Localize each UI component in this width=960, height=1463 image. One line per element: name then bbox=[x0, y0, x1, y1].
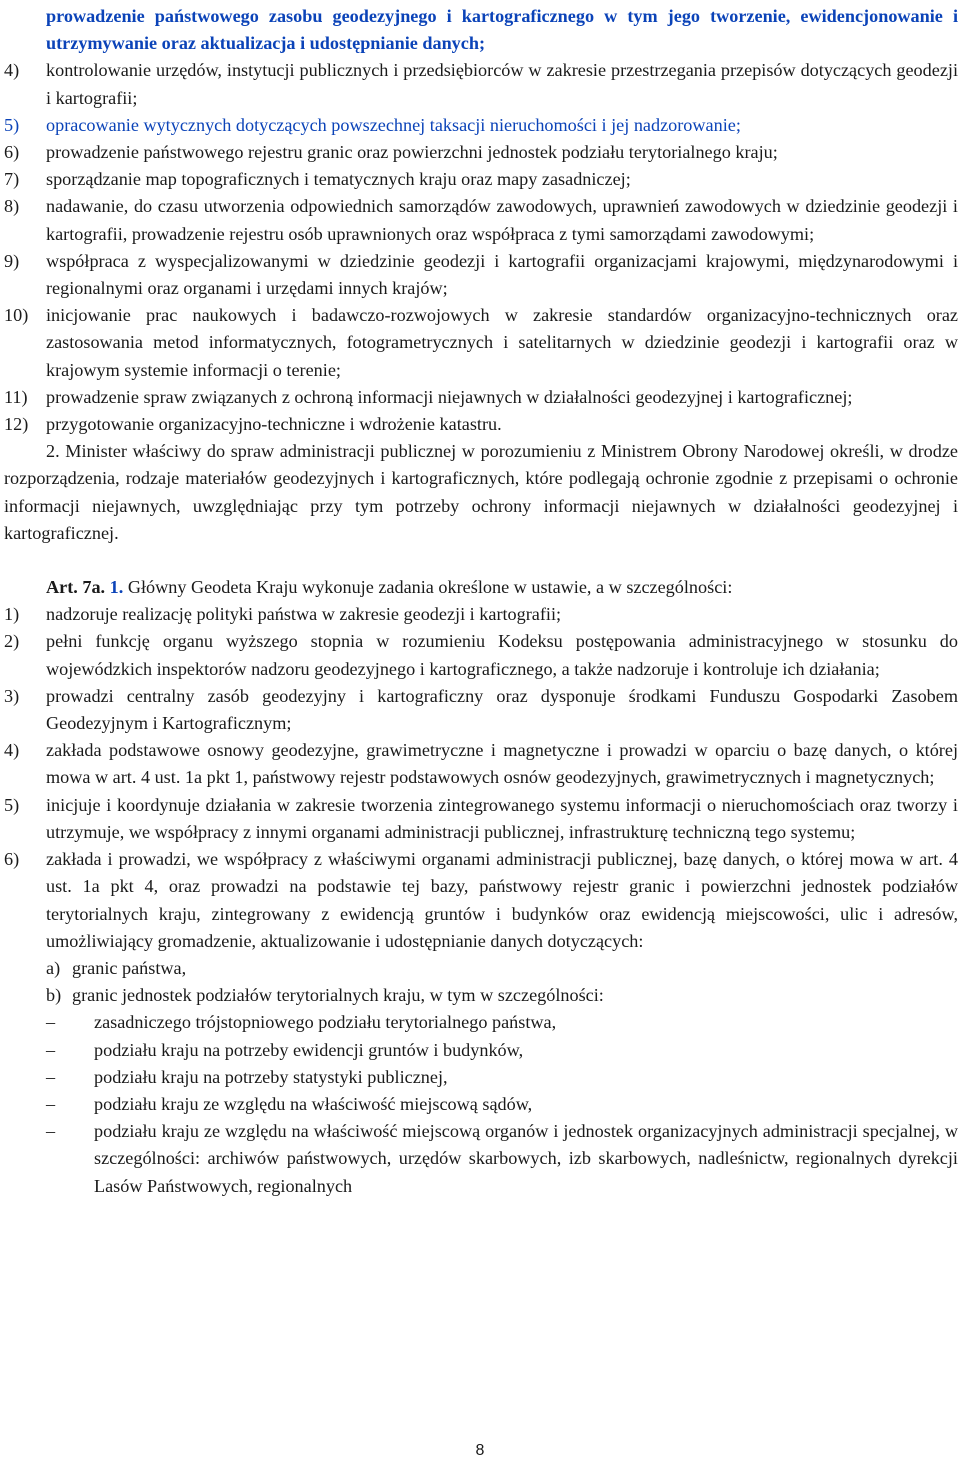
list-item bbox=[4, 193, 958, 247]
item-text: zakłada podstawowe osnowy geodezyjne, grawimetryczne i magnetyczne i prowadzi w oparciu o bazę danych, o której mowa w art. 4 ust. 1a pkt 1, państwowy rejestr podstawowych osnów geodezyjnych, grawimetrycznych i magnetycznych; bbox=[46, 740, 958, 788]
article-label: Art. 7a. bbox=[46, 577, 106, 598]
item-text: opracowanie wytycznych dotyczących powszechnej taksacji nieruchomości i jej nadzorowanie; bbox=[46, 114, 741, 135]
item-number: 5) bbox=[4, 794, 20, 815]
item-text: nadzoruje realizację polityki państwa w zakresie geodezji i kartografii; bbox=[46, 604, 562, 625]
dash-item bbox=[4, 1091, 958, 1118]
list-section-2 bbox=[4, 601, 958, 955]
document-body bbox=[4, 3, 958, 1200]
dash-item-text: podziału kraju na potrzeby ewidencji gruntów i budynków, bbox=[94, 1039, 524, 1060]
item-number: 7) bbox=[4, 169, 20, 190]
sub-item-text: granic państwa, bbox=[72, 957, 187, 978]
dash-item-text: podziału kraju ze względu na właściwość miejscową sądów, bbox=[94, 1093, 533, 1114]
list-item bbox=[4, 737, 958, 791]
top-blue-paragraph: prowadzenie państwowego zasobu geodezyjnego i kartograficznego w tym jego tworzenie, ewidencjonowanie i utrzymywanie oraz aktualizacja i udostępnianie danych; bbox=[46, 6, 958, 54]
dash-item bbox=[4, 1118, 958, 1200]
paragraph-2: 2. Minister właściwy do spraw administracji publicznej w porozumieniu z Ministrem Obrony Narodowej określi, w drodze rozporządzenia, rodzaje materiałów geodezyjnych i kartograficznych, które podlegają ochronie zgodnie z przepisami o ochronie informacji niejawnych, uwzględniając przy tym potrzeby ochrony informacji niejawnych w działalności geodezyjnej i kartograficznej. bbox=[4, 441, 958, 543]
item-text: zakłada i prowadzi, we współpracy z właściwymi organami administracji publicznej, bazę danych, o której mowa w art. 4 ust. 1a pkt 4, oraz prowadzi na podstawie tej bazy, państwowy rejestr granic i powierzchni jednostek podziałów terytorialnych kraju, zintegrowany z ewidencją gruntów i budynków oraz ewidencją miejscowości, ulic i adresów, umożliwiający gromadzenie, aktualizowanie i udostępnianie danych dotyczących: bbox=[46, 849, 958, 951]
dash-bullet: – bbox=[46, 1121, 56, 1142]
item-number: 8) bbox=[4, 196, 20, 217]
sub-item-letter: b) bbox=[46, 985, 62, 1006]
item-number: 2) bbox=[4, 631, 20, 652]
item-number: 5) bbox=[4, 114, 20, 135]
list-item bbox=[4, 166, 958, 193]
list-item bbox=[4, 846, 958, 955]
item-text: sporządzanie map topograficznych i tematycznych kraju oraz mapy zasadniczej; bbox=[46, 169, 631, 190]
dash-item bbox=[4, 1064, 958, 1091]
list-item bbox=[4, 628, 958, 682]
item-number: 1) bbox=[4, 604, 20, 625]
dash-item bbox=[4, 1037, 958, 1064]
item-text: nadawanie, do czasu utworzenia odpowiednich samorządów zawodowych, uprawnień zawodowych w dziedzinie geodezji i kartografii, prowadzenie rejestru osób uprawnionych oraz współpraca z tymi samorządami zawodowymi; bbox=[46, 196, 958, 244]
dash-list bbox=[4, 1009, 958, 1199]
sub-item bbox=[4, 955, 958, 982]
item-number: 6) bbox=[4, 849, 20, 870]
list-item bbox=[4, 792, 958, 846]
list-item bbox=[4, 411, 958, 438]
item-number: 12) bbox=[4, 414, 29, 435]
item-text: pełni funkcję organu wyższego stopnia w rozumieniu Kodeksu postępowania administracyjnego w stosunku do wojewódzkich inspektorów nadzoru geodezyjnego i kartograficznego, a także nadzoruje i kontroluje ich działania; bbox=[46, 631, 958, 679]
item-text: współpraca z wyspecjalizowanymi w dziedzinie geodezji i kartografii organizacjami krajowymi, międzynarodowymi i regionalnymi oraz organami i urzędami innych krajów; bbox=[46, 250, 958, 299]
item-text: prowadzenie spraw związanych z ochroną informacji niejawnych w działalności geodezyjnej i kartograficznej; bbox=[46, 386, 853, 407]
sub-list bbox=[4, 955, 958, 1009]
sub-item bbox=[4, 982, 958, 1009]
article-paragraph-number: 1. bbox=[109, 577, 124, 598]
list-item bbox=[4, 601, 958, 628]
sub-item-letter: a) bbox=[46, 957, 61, 978]
sub-item-text: granic jednostek podziałów terytorialnych kraju, w tym w szczególności: bbox=[72, 985, 604, 1006]
item-text: inicjowanie prac naukowych i badawczo-rozwojowych w zakresie standardów organizacyjno-technicznych oraz zastosowania metod informatycznych, fotogrametrycznych i satelitarnych w dziedzinie geodezji i kartografii oraz w krajowym systemie informacji o terenie; bbox=[46, 305, 958, 380]
list-item bbox=[4, 139, 958, 166]
spacer bbox=[4, 547, 958, 574]
item-number: 11) bbox=[4, 386, 28, 407]
item-number: 6) bbox=[4, 142, 20, 163]
item-number: 10) bbox=[4, 305, 29, 326]
list-item bbox=[4, 302, 958, 384]
item-number: 4) bbox=[4, 60, 20, 81]
dash-item-text: podziału kraju na potrzeby statystyki publicznej, bbox=[94, 1066, 448, 1087]
article-intro-text: Główny Geodeta Kraju wykonuje zadania określone w ustawie, a w szczególności: bbox=[127, 577, 733, 598]
item-number: 3) bbox=[4, 685, 20, 706]
dash-bullet: – bbox=[46, 1093, 56, 1114]
dash-bullet: – bbox=[46, 1012, 56, 1033]
dash-item-text: zasadniczego trójstopniowego podziału terytorialnego państwa, bbox=[94, 1012, 557, 1033]
item-number: 9) bbox=[4, 250, 20, 271]
dash-bullet: – bbox=[46, 1039, 56, 1060]
dash-bullet: – bbox=[46, 1066, 56, 1087]
list-item bbox=[4, 384, 958, 411]
list-item bbox=[4, 57, 958, 111]
item-number: 4) bbox=[4, 740, 20, 761]
list-item-highlighted bbox=[4, 112, 958, 139]
article-7a-intro bbox=[4, 574, 958, 601]
list-section-1 bbox=[4, 57, 958, 438]
page-number: 8 bbox=[475, 1442, 485, 1459]
dash-item bbox=[4, 1009, 958, 1036]
item-text: przygotowanie organizacyjno-techniczne i wdrożenie katastru. bbox=[46, 414, 502, 435]
list-item bbox=[4, 248, 958, 302]
item-text: prowadzenie państwowego rejestru granic oraz powierzchni jednostek podziału terytorialnego kraju; bbox=[46, 142, 778, 163]
item-text: inicjuje i koordynuje działania w zakresie tworzenia zintegrowanego systemu informacji o nieruchomościach oraz tworzy i utrzymuje, we współpracy z innymi organami administracji publicznej, infrastrukturę techniczną tego systemu; bbox=[46, 794, 958, 842]
item-text: kontrolowanie urzędów, instytucji publicznych i przedsiębiorców w zakresie przestrzegania przepisów dotyczących geodezji i kartografii; bbox=[46, 60, 958, 108]
dash-item-text: podziału kraju ze względu na właściwość miejscową organów i jednostek organizacyjnych administracji specjalnej, w szczególności: archiwów państwowych, urzędów skarbowych, izb skarbowych, nadleśnictw, regionalnych dyrekcji Lasów Państwowych, regionalnych bbox=[94, 1121, 958, 1196]
list-item bbox=[4, 683, 958, 737]
item-text: prowadzi centralny zasób geodezyjny i kartograficzny oraz dysponuje środkami Funduszu Gospodarki Zasobem Geodezyjnym i Kartograficznym; bbox=[46, 685, 958, 734]
